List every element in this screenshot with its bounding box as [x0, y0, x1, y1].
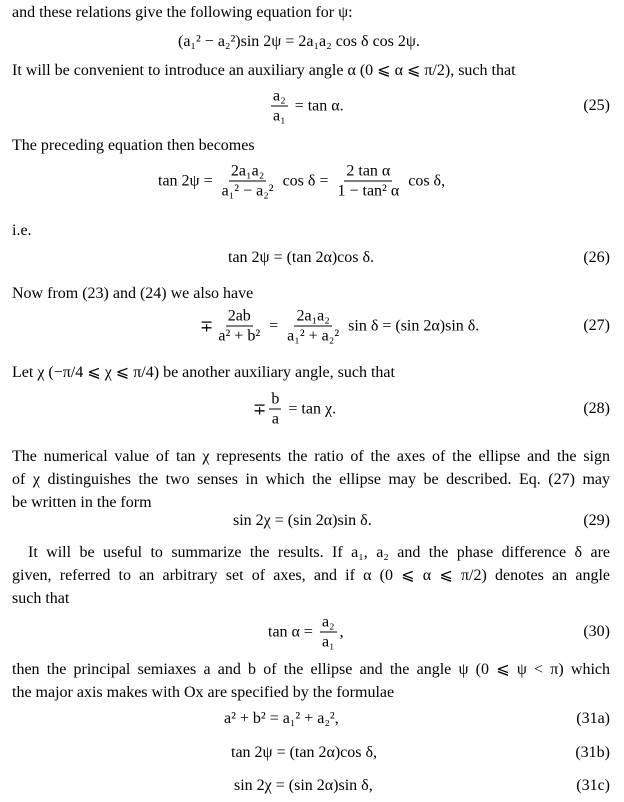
- equation-body: (a₁² − a₂²)sin 2ψ = 2a₁a₂ cos δ cos 2ψ.: [178, 33, 420, 50]
- equation-31b: [231, 744, 377, 762]
- fraction: [216, 307, 262, 346]
- equation-25: [268, 87, 344, 126]
- paragraph-line: It will be useful to summarize the results. If a₁, a₂ and the phase difference δ are: [28, 544, 610, 561]
- paragraph-text: Now from (23) and (24) we also have: [12, 285, 254, 302]
- numerator: 2a₁a₂: [230, 162, 265, 180]
- paragraph-line: of χ distinguishes the two senses in which the ellipse may be described. Eq. (27) may: [12, 471, 610, 488]
- equation-body: tan 2ψ = (tan 2α)cos δ,: [231, 744, 378, 761]
- paragraph-text: Let χ (−π/4 ⩽ χ ⩽ π/4) be another auxiliary angle, such that: [12, 364, 395, 381]
- paragraph-line: given, referred to an arbitrary set of axes, and if α (0 ⩽ α ⩽ π/2) denotes an angle: [12, 567, 610, 584]
- denominator: a₁: [273, 107, 286, 125]
- equation-body: sin 2χ = (sin 2α)sin δ,: [234, 777, 373, 794]
- equation-number: (28): [583, 400, 610, 417]
- paragraph-line: be written in the form: [12, 494, 152, 511]
- equation-preceding: [158, 162, 445, 201]
- paragraph-line: such that: [12, 590, 70, 607]
- equation-rhs: = tan χ.: [284, 400, 337, 417]
- equation-rhs: ,: [339, 623, 344, 640]
- paragraph-text: and these relations give the following equation for ψ:: [12, 4, 353, 21]
- equation-mid: =: [265, 317, 283, 334]
- fraction: [335, 162, 401, 201]
- fraction: [220, 162, 276, 201]
- paragraph-text: The preceding equation then becomes: [12, 137, 255, 154]
- numerator: 2ab: [227, 307, 251, 325]
- equation-31a: [224, 710, 339, 728]
- equation-number: (29): [583, 512, 610, 529]
- fraction: [285, 307, 341, 346]
- equation-29: [233, 512, 372, 530]
- equation-24: [178, 33, 420, 51]
- minus-plus-sign: ∓: [253, 401, 267, 418]
- equation-27: [200, 307, 479, 346]
- equation-body: sin 2χ = (sin 2α)sin δ.: [233, 512, 372, 529]
- equation-number: (27): [583, 317, 610, 334]
- equation-number: (30): [583, 623, 610, 640]
- equation-lhs: tan 2ψ =: [158, 172, 217, 189]
- equation-31c: [234, 777, 373, 795]
- denominator: 1 − tan² α: [337, 182, 400, 200]
- paragraph-text: It will be convenient to introduce an auxiliary angle α (0 ⩽ α ⩽ π/2), such that: [12, 62, 516, 79]
- equation-30: [268, 613, 344, 652]
- fraction: [320, 613, 337, 652]
- equation-rhs: = tan α.: [290, 97, 344, 114]
- minus-plus-sign: ∓: [200, 318, 214, 335]
- fraction: [269, 390, 281, 429]
- equation-rhs: cos δ,: [404, 172, 446, 189]
- numerator: b: [271, 390, 280, 408]
- paragraph-line: The numerical value of tan χ represents the ratio of the axes of the ellipse and the sign: [12, 448, 610, 465]
- equation-number: (31c): [576, 777, 610, 794]
- denominator: a² + b²: [218, 327, 261, 345]
- paragraph-line: the major axis makes with Ox are specified by the formulae: [12, 684, 395, 701]
- denominator: a₁² − a₂²: [221, 182, 274, 200]
- numerator: a₂: [273, 87, 286, 105]
- equation-number: (31a): [576, 710, 610, 727]
- equation-number: (31b): [575, 744, 610, 761]
- denominator: a₁² + a₂²: [287, 327, 340, 345]
- paragraph-text: i.e.: [12, 222, 32, 239]
- equation-number: (25): [583, 97, 610, 114]
- denominator: a₁: [321, 633, 335, 651]
- numerator: 2 tan α: [346, 162, 391, 180]
- equation-lhs: tan α =: [268, 623, 317, 640]
- equation-rhs: sin δ = (sin 2α)sin δ.: [344, 317, 480, 334]
- equation-28: [253, 390, 336, 429]
- numerator: a₂: [321, 613, 335, 631]
- paragraph-line: then the principal semiaxes a and b of the ellipse and the angle ψ (0 ⩽ ψ < π) which: [12, 661, 610, 678]
- equation-mid: cos δ =: [278, 172, 333, 189]
- equation-body: tan 2ψ = (tan 2α)cos δ.: [228, 249, 375, 266]
- equation-number: (26): [583, 249, 610, 266]
- denominator: a: [271, 410, 279, 428]
- equation-26: [228, 249, 374, 267]
- equation-body: a² + b² = a₁² + a₂²,: [224, 710, 339, 727]
- numerator: 2a₁a₂: [296, 307, 330, 325]
- fraction: [271, 87, 288, 126]
